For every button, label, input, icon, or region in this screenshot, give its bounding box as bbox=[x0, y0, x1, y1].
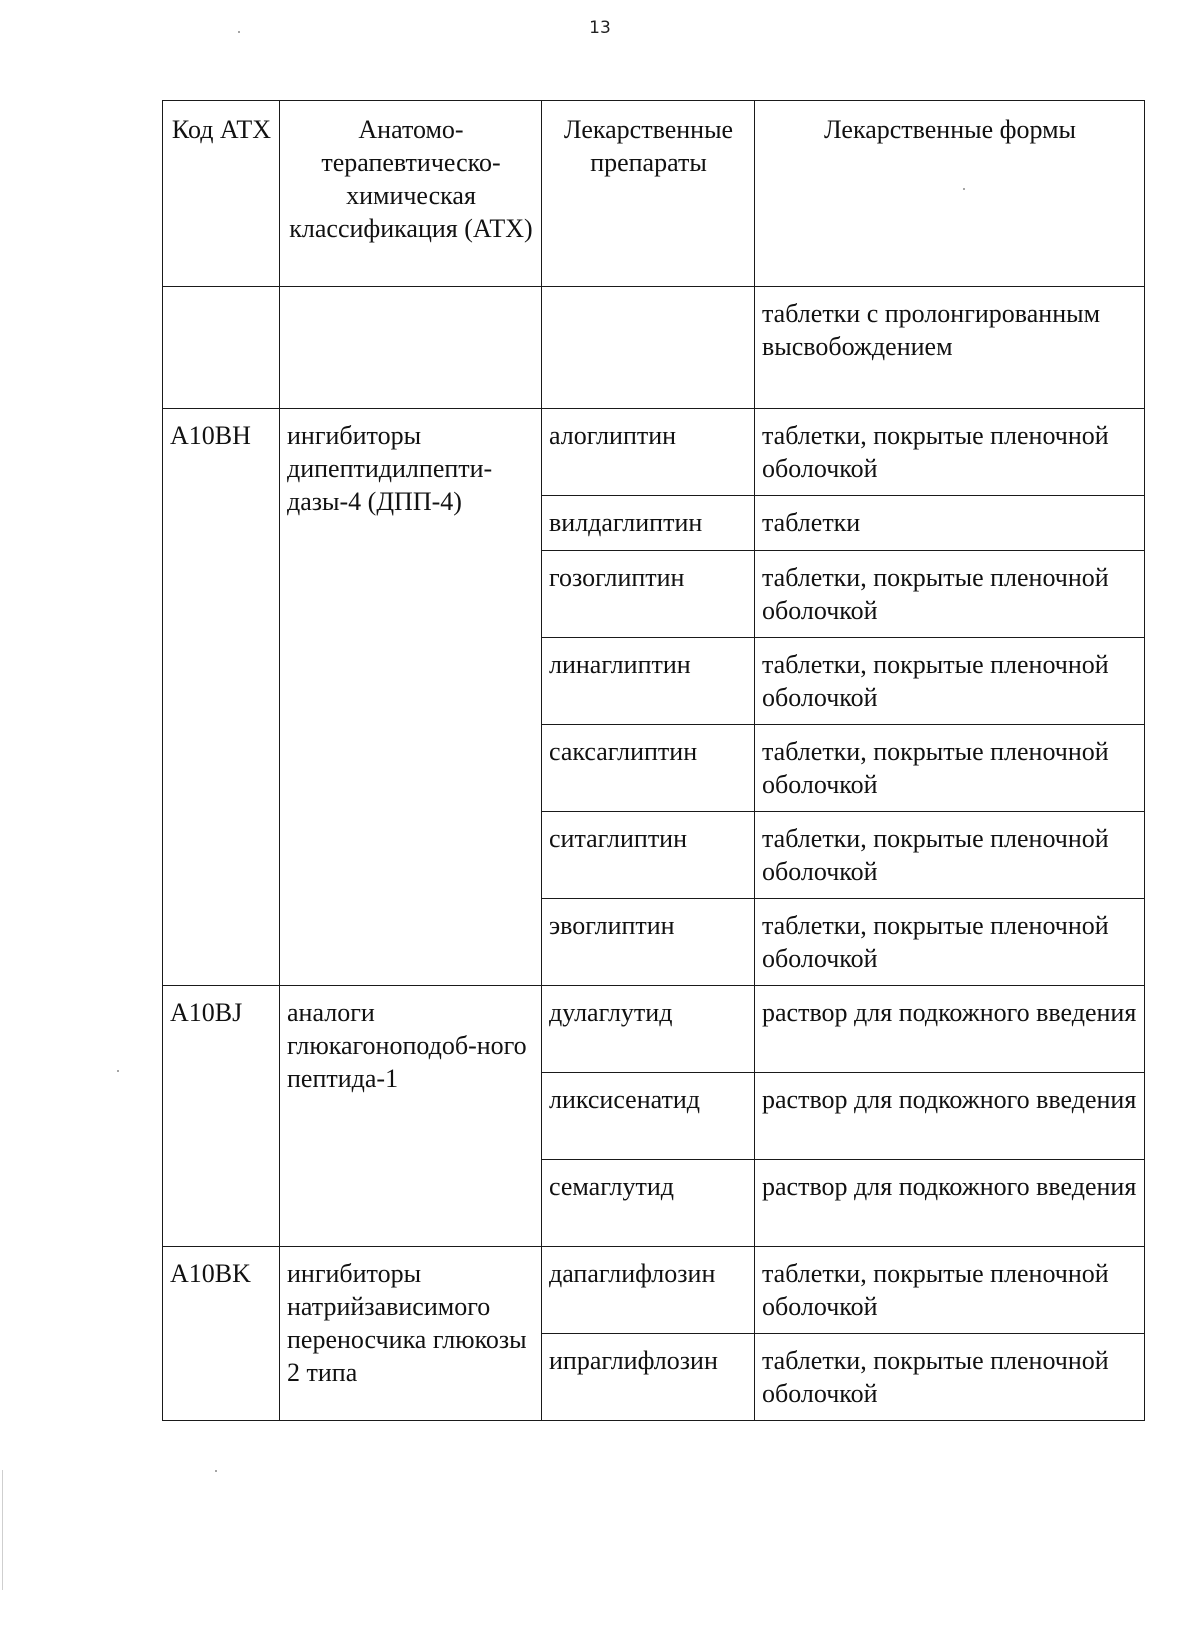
form-cell: таблетки, покрытые пленочной оболочкой bbox=[755, 1334, 1145, 1421]
form-cell: таблетки, покрытые пленочной оболочкой bbox=[755, 409, 1145, 496]
atc-table bbox=[162, 100, 1145, 1421]
code-cell: A10BH bbox=[163, 409, 280, 986]
form-cell: таблетки, покрытые пленочной оболочкой bbox=[755, 812, 1145, 899]
drug-cell bbox=[542, 287, 755, 409]
form-cell: таблетки с пролонгированным высвобождением bbox=[755, 287, 1145, 409]
scan-speck bbox=[215, 1470, 217, 1472]
drug-cell: алоглиптин bbox=[542, 409, 755, 496]
drug-cell: саксаглиптин bbox=[542, 725, 755, 812]
classification-cell: ингибиторы дипептидилпепти-дазы-4 (ДПП-4) bbox=[280, 409, 542, 986]
header-classification: Анатомо-терапевтическо-химическая классификация (АТХ) bbox=[280, 101, 542, 287]
table-row-continuation bbox=[163, 287, 1145, 409]
classification-cell: аналоги глюкагоноподоб-ного пептида-1 bbox=[280, 986, 542, 1247]
form-cell: раствор для подкожного введения bbox=[755, 986, 1145, 1073]
header-drugs: Лекарственные препараты bbox=[542, 101, 755, 287]
form-cell: таблетки, покрытые пленочной оболочкой bbox=[755, 725, 1145, 812]
form-cell: раствор для подкожного введения bbox=[755, 1160, 1145, 1247]
drug-cell: ликсисенатид bbox=[542, 1073, 755, 1160]
header-forms: Лекарственные формы bbox=[755, 101, 1145, 287]
table-row bbox=[163, 1247, 1145, 1334]
classification-cell: ингибиторы натрийзависимого переносчика глюкозы 2 типа bbox=[280, 1247, 542, 1421]
form-cell: таблетки bbox=[755, 496, 1145, 551]
form-cell: таблетки, покрытые пленочной оболочкой bbox=[755, 638, 1145, 725]
drug-cell: линаглиптин bbox=[542, 638, 755, 725]
form-cell: раствор для подкожного введения bbox=[755, 1073, 1145, 1160]
table-row bbox=[163, 409, 1145, 496]
scan-speck bbox=[117, 1070, 119, 1072]
drug-cell: дапаглифлозин bbox=[542, 1247, 755, 1334]
form-cell: таблетки, покрытые пленочной оболочкой bbox=[755, 899, 1145, 986]
classification-cell bbox=[280, 287, 542, 409]
drug-cell: ситаглиптин bbox=[542, 812, 755, 899]
table-row bbox=[163, 986, 1145, 1073]
header-code: Код АТХ bbox=[163, 101, 280, 287]
scan-speck bbox=[238, 31, 240, 33]
page-number: 13 bbox=[589, 18, 611, 38]
scan-edge-mark bbox=[2, 1470, 3, 1590]
code-cell: A10BJ bbox=[163, 986, 280, 1247]
code-cell bbox=[163, 287, 280, 409]
drug-cell: эвоглиптин bbox=[542, 899, 755, 986]
form-cell: таблетки, покрытые пленочной оболочкой bbox=[755, 551, 1145, 638]
form-cell: таблетки, покрытые пленочной оболочкой bbox=[755, 1247, 1145, 1334]
drug-cell: ипраглифлозин bbox=[542, 1334, 755, 1421]
drug-cell: вилдаглиптин bbox=[542, 496, 755, 551]
drug-cell: семаглутид bbox=[542, 1160, 755, 1247]
drug-cell: гозоглиптин bbox=[542, 551, 755, 638]
table-header-row bbox=[163, 101, 1145, 287]
code-cell: A10BK bbox=[163, 1247, 280, 1421]
drug-cell: дулаглутид bbox=[542, 986, 755, 1073]
